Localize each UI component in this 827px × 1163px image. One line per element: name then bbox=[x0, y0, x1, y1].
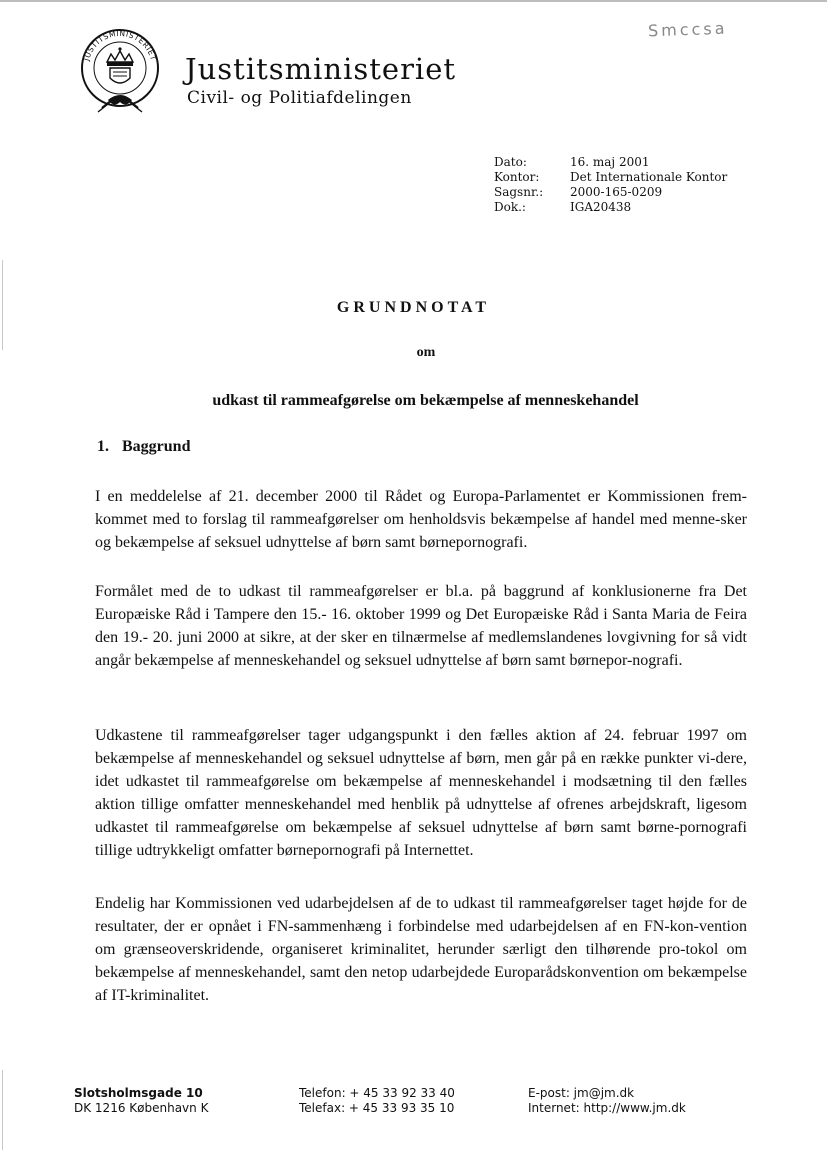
meta-row-date bbox=[494, 155, 727, 170]
meta-key: Sagsnr.: bbox=[494, 185, 544, 199]
department-name: Civil- og Politiafdelingen bbox=[187, 88, 412, 108]
footer-street: Slotsholmsgade 10 bbox=[74, 1086, 203, 1100]
meta-row-case-number bbox=[494, 185, 727, 200]
footer-internet: Internet: http://www.jm.dk bbox=[528, 1101, 686, 1115]
body-paragraph: Udkastene til rammeafgørelser tager udgangspunkt i den fælles aktion af 24. februar 1997 om bekæmpelse af menneskehandel og seksuel udnyttelse af børn, men går på en række punkter vi-dere, idet udkastet til rammeafgørelse om bekæmpelse af menneskehandel i modsætning til den fælles aktion tillige omfatter menneskehandel med henblik på udnyttelse af ofrenes arbejdskraft, ligesom udkastet til rammeafgørelse om bekæmpelse af seksuel udnyttelse af børn samt børne-pornografi tillige udtrykkeligt omfatter børnepornografi på Internettet. bbox=[95, 727, 747, 859]
meta-key: Dok.: bbox=[494, 200, 526, 214]
scan-edge-left-lower bbox=[2, 1070, 3, 1150]
footer-address bbox=[74, 1086, 208, 1116]
footer-city: DK 1216 København K bbox=[74, 1101, 209, 1115]
svg-text:JUSTITSMINISTERIET: JUSTITSMINISTERIET bbox=[81, 28, 159, 62]
footer-email: E-post: jm@jm.dk bbox=[528, 1086, 635, 1100]
meta-key: Dato: bbox=[494, 155, 527, 169]
meta-value: 16. maj 2001 bbox=[570, 155, 650, 169]
document-metadata bbox=[494, 155, 727, 215]
document-title: GRUNDNOTAT bbox=[336, 299, 491, 316]
meta-row-office bbox=[494, 170, 727, 185]
ministry-name: Justitsministeriet bbox=[185, 52, 457, 86]
handwritten-note: Smccsa bbox=[647, 18, 728, 41]
footer-phone: Telefon: + 45 33 92 33 40 bbox=[299, 1086, 455, 1100]
section-number: 1. bbox=[97, 438, 109, 455]
ministry-seal-logo bbox=[78, 28, 162, 118]
section-title: Baggrund bbox=[122, 438, 191, 455]
body-paragraph: Endelig har Kommissionen ved udarbejdelsen af de to udkast til rammeafgørelser taget højde for de resultater, der er opnået i FN-sammenhæng i forbindelse med udarbejdelsen af en FN-kon-vention om grænseoverskridende, organiseret kriminalitet, herunder særligt den tilhørende pro-tokol om bekæmpelse af menneskehandel, samt den netop udarbejdede Europarådskonvention om bekæmpelse af IT-kriminalitet. bbox=[95, 895, 747, 1004]
meta-row-document-id bbox=[494, 200, 727, 215]
meta-value: IGA20438 bbox=[570, 200, 632, 214]
document-title-connector: om bbox=[416, 345, 436, 360]
footer-fax: Telefax: + 45 33 93 35 10 bbox=[299, 1101, 455, 1115]
body-paragraph: Formålet med de to udkast til rammeafgørelser er bl.a. på baggrund af konklusionerne fra Det Europæiske Råd i Tampere den 15.- 16. oktober 1999 og Det Europæiske Råd i Santa Maria de Feira den 19.- 20. juni 2000 at sikre, at der sker en tilnærmelse af medlemslandenes lovgivning for så vidt angår bekæmpelse af menneskehandel og seksuel udnyttelse af børn samt børnepor-nografi. bbox=[95, 583, 747, 669]
scan-edge-top bbox=[0, 0, 827, 2]
meta-key: Kontor: bbox=[494, 170, 540, 184]
footer-contact bbox=[528, 1086, 686, 1116]
meta-value: 2000-165-0209 bbox=[570, 185, 663, 199]
document-subject: udkast til rammeafgørelse om bekæmpelse af menneskehandel bbox=[212, 392, 639, 409]
meta-value: Det Internationale Kontor bbox=[570, 170, 728, 184]
section-heading bbox=[97, 438, 190, 456]
footer-phone-fax bbox=[299, 1086, 455, 1116]
body-paragraph: I en meddelelse af 21. december 2000 til Rådet og Europa-Parlamentet er Kommissionen frem-kommet med to forslag til rammeafgørelser om henholdsvis bekæmpelse af handel med menne-sker og bekæmpelse af seksuel udnyttelse af børn samt børnepornografi. bbox=[95, 488, 747, 551]
